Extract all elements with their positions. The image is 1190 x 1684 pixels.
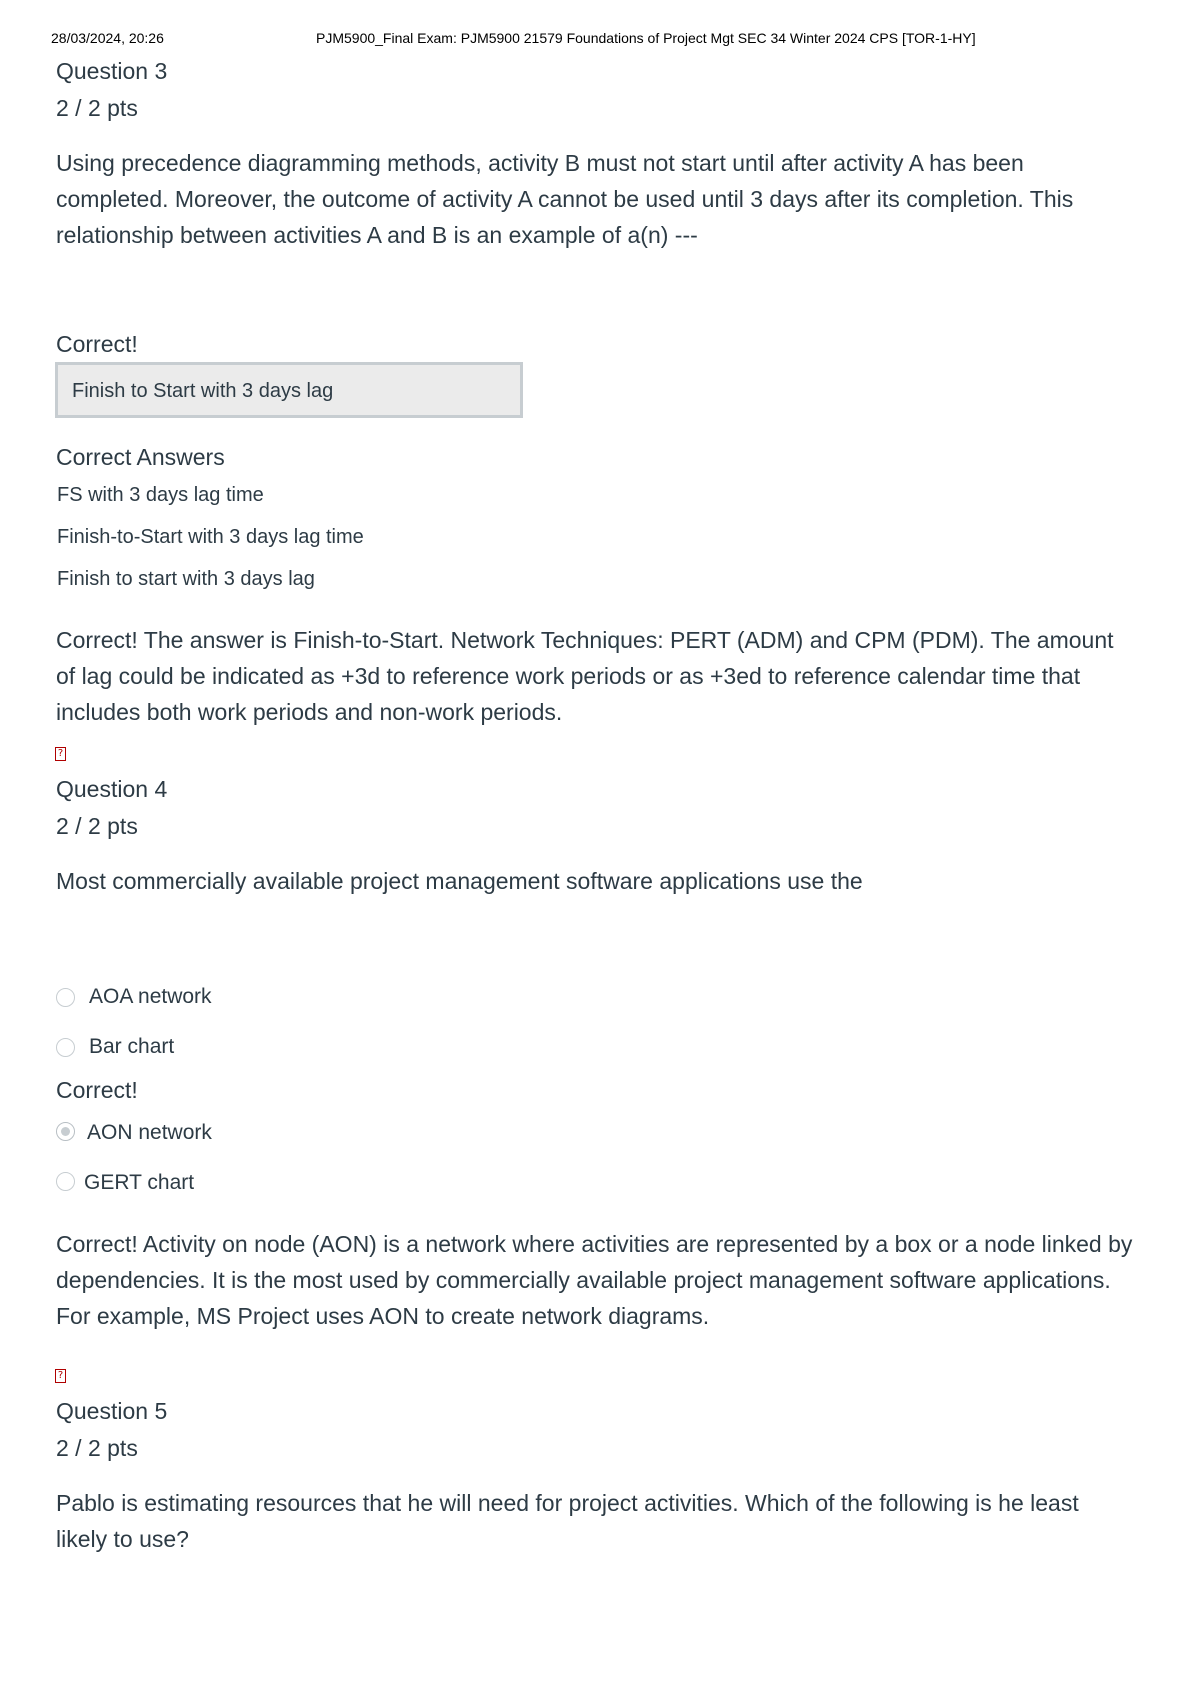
- option-radio-bar-chart[interactable]: [56, 1038, 75, 1057]
- option-label-aoa[interactable]: AOA network: [89, 985, 212, 1008]
- question-4-title: Question 4: [56, 776, 168, 802]
- question-3-answer-box: [55, 362, 523, 418]
- print-datetime: 28/03/2024, 20:26: [51, 30, 164, 46]
- question-4-text: Most commercially available project management software applications use the: [56, 868, 863, 894]
- option-radio-aoa[interactable]: [56, 988, 75, 1007]
- option-label-bar-chart[interactable]: Bar chart: [89, 1035, 175, 1058]
- broken-image-icon: ?: [55, 1369, 66, 1383]
- question-5-title: Question 5: [56, 1398, 168, 1424]
- correct-answer-item: Finish to start with 3 days lag: [57, 568, 315, 590]
- correct-answers-title: Correct Answers: [56, 444, 225, 470]
- option-radio-gert[interactable]: [56, 1172, 75, 1191]
- question-3-answer: Finish to Start with 3 days lag: [72, 380, 334, 402]
- question-3-title: Question 3: [56, 58, 168, 84]
- question-4-feedback: Correct! Activity on node (AON) is a network where activities are represented by a box or a node linked by dependencies. It is the most used by commercially available project management software applications. For example, MS Project uses AON to create network diagrams.: [56, 1231, 1133, 1329]
- option-label-aon[interactable]: AON network: [87, 1121, 212, 1144]
- question-3-points: 2 / 2 pts: [56, 95, 138, 121]
- question-3-text: Using precedence diagramming methods, activity B must not start until after activity A has been completed. Moreover, the outcome of activity A cannot be used until 3 days after its completion. This relationship between activities A and B is an example of a(n) ---: [56, 150, 1074, 248]
- question-5-text: Pablo is estimating resources that he will need for project activities. Which of the following is he least likely to use?: [56, 1490, 1079, 1552]
- question-3-feedback: Correct! The answer is Finish-to-Start. Network Techniques: PERT (ADM) and CPM (PDM). The amount of lag could be indicated as +3d to reference work periods or as +3ed to reference calendar time that includes both work periods and non-work periods.: [56, 627, 1114, 725]
- correct-answer-item: FS with 3 days lag time: [57, 484, 264, 506]
- question-4-correct-label: Correct!: [56, 1077, 138, 1103]
- broken-image-icon: ?: [55, 747, 66, 761]
- correct-answer-item: Finish-to-Start with 3 days lag time: [57, 526, 364, 548]
- print-page-title: PJM5900_Final Exam: PJM5900 21579 Foundations of Project Mgt SEC 34 Winter 2024 CPS [TOR-1-HY]: [316, 30, 976, 46]
- question-4-points: 2 / 2 pts: [56, 813, 138, 839]
- option-label-gert[interactable]: GERT chart: [84, 1171, 195, 1194]
- question-5-points: 2 / 2 pts: [56, 1435, 138, 1461]
- option-radio-aon-selected[interactable]: [56, 1122, 75, 1141]
- question-3-correct-label: Correct!: [56, 331, 138, 357]
